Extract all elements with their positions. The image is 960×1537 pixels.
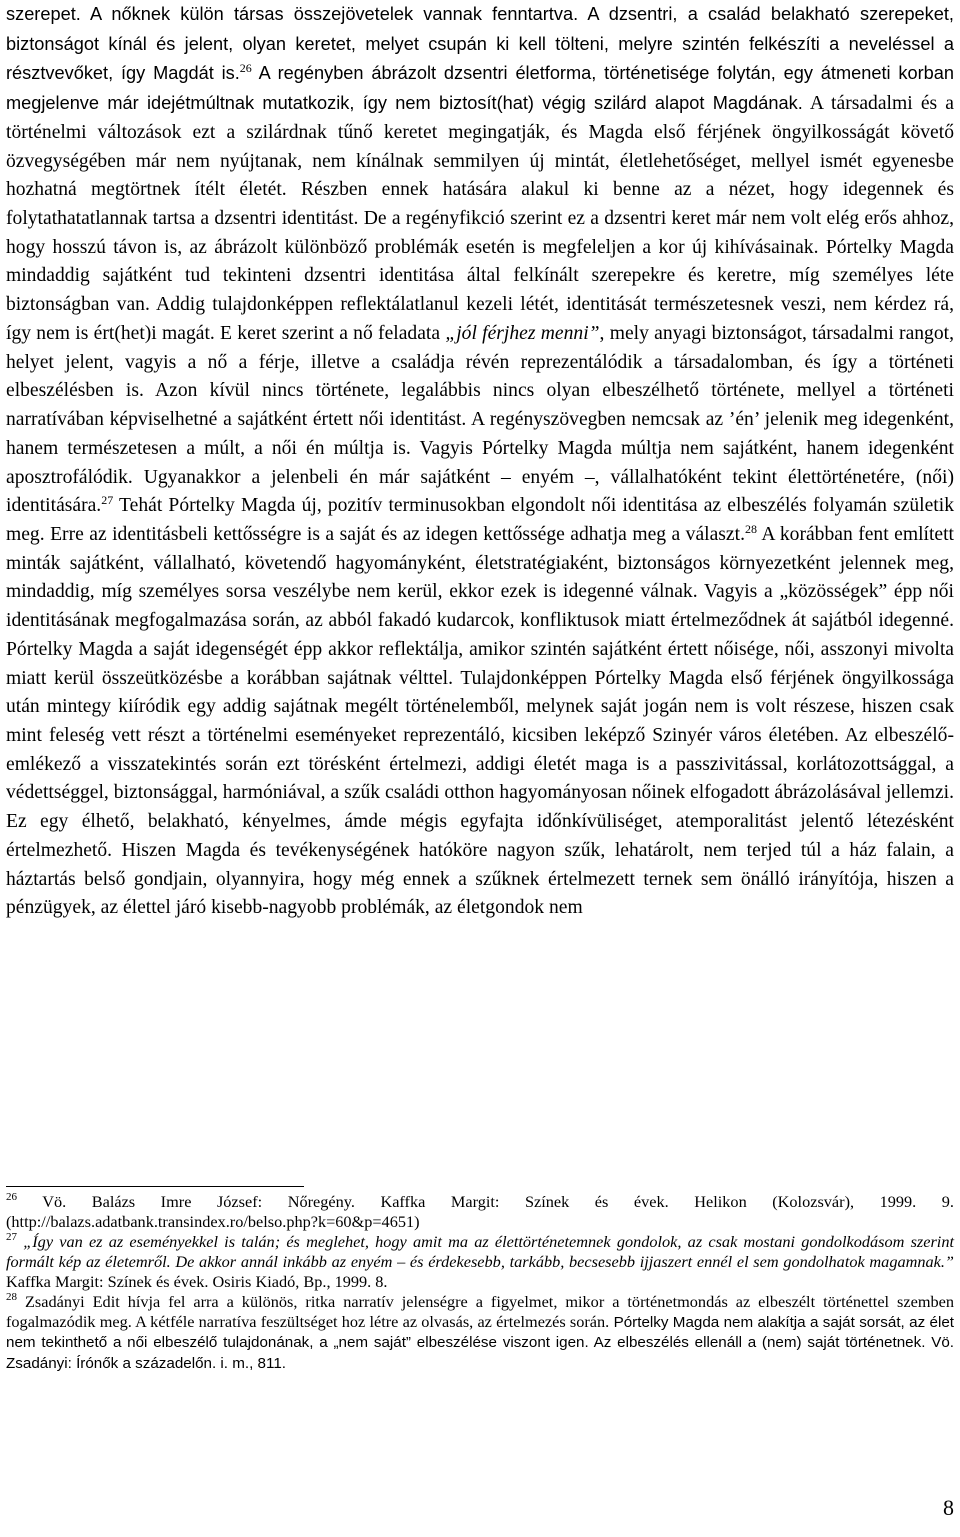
page-number: 8 <box>943 1495 954 1520</box>
footnote-26 <box>6 1192 954 1232</box>
text-segment: A regényben ábrázolt dzsentri életforma, történetisége folytán, egy átmeneti korban megjelenve már idejétmúltnak mutatkozik, így nem biztosít(hat) végig szilárd alapot Magdának. <box>6 63 954 114</box>
footnote-text: Kaffka Margit: Színek és évek. Osiris Kiadó, Bp., 1999. 8. <box>6 1271 388 1291</box>
footnote-reference: 28 <box>744 521 757 536</box>
footnote-number: 27 <box>6 1230 17 1243</box>
footnotes-section <box>6 1192 954 1374</box>
footnote-text: Vö. Balázs Imre József: Nőregény. Kaffka Margit: Színek és évek. Helikon (Kolozsvár), 1999. 9. (http://balazs.adatbank.transindex.ro/belso.php?k=60&p=4651) <box>6 1192 954 1231</box>
footnote-28 <box>6 1292 954 1374</box>
footnote-text: „Így van ez az eseményekkel is talán; és meglehet, hogy amit ma az élettörténetemnek gondolok, az csak mostani gondolkodásom szerint formált kép az életemről. De akkor annál inkább az enyém – és érdekesebb, tarkább, becsesebb ijjaszert ennél el sem gondolhatok magamnak.” <box>6 1231 954 1271</box>
footnote-text: Zsadányi Edit hívja fel arra a különös, ritka narratív jelenségre a figyelmet, mikor a történetmondás az elbeszélt történettel szemben fogalmazódik meg. A kétféle narratíva feszültséget hoz létre az olvasás, az értelmezés során. <box>6 1291 954 1331</box>
text-segment: Tehát Pórtelky Magda új, pozitív terminusokban elgondolt női identitása az elbeszélés folyamán születik meg. Erre az identitásbeli kettősségre is a saját és az idegen kettőssége adhatja meg a választ. <box>6 495 954 545</box>
text-segment: A korábban fent említett minták sajátként, vállalható, követendő hagyományként, életstratégiaként, biztonságos környezetként jelennek meg, mindaddig, míg személyes sorsa veszélybe nem kerül, ekkor ezek is idegenné válnak. Vagyis a „közösségek” épp női identitásának megfogalmazása során, az abból fakadó kudarcok, konfliktusok miatt értelmeződnek át sajátból idegenné. Pórtelky Magda a saját idegenségét épp akkor reflektálja, amikor szintén sajátként értett nőisége, női, asszonyi mivolta miatt kerül összeütközésbe a korábban sajátnak vélttel. Tulajdonképpen Pórtelky Magda első férjének öngyilkossága után mintegy kiíródik egy addig sajátnak megélt történelemből, melynek saját jogán nem is volt részese, hiszen csak mint feleség vett részt a történelmi eseményeket reprezentáló, kicsiben leképző Szinyér város életében. Az elbeszélő-emlékező a visszatekintés során ezt törésként értelmezi, addigi életét maga is a passzivitással, korlátozottsággal, a védettséggel, biztonsággal, harmóniával, a szűk családi otthon hagyományosan nőinek elfogadott ábrázolásával jellemzi. Ez egy élhető, belakható, kényelmes, ámde mégis egyfajta időnkívüliséget, atemporalitást jelentő létezésként értelmezhető. Hiszen Magda és tevékenységének hatóköre nagyon szűk, lehatárolt, nem terjed túl a ház falain, a háztartás belső gondjain, olyannyira, hogy még ennek a szűknek értelmezett ternek sem önálló irányítója, hiszen a pénzügyek, az élettel járó kisebb-nagyobb problémák, az életgondok nem <box>6 523 954 919</box>
footnote-27 <box>6 1232 954 1291</box>
body-paragraph <box>6 0 954 923</box>
text-segment: szerepet. A nőknek külön társas összejövetelek vannak fenntartva. A dzsentri, a család belakható szerepeket, biztonságot kínál és jelent, olyan keretet, melyet csupán ki kell tölteni, melyre szintén felkészíti a neveléssel a résztvevőket, így Magdát is. <box>6 4 954 84</box>
footnote-number: 26 <box>6 1191 17 1203</box>
footnote-reference: 26 <box>239 61 252 76</box>
footnote-number: 28 <box>6 1290 17 1303</box>
text-segment: „jól férjhez menni” <box>445 322 600 344</box>
text-segment: A társadalmi és a történelmi változások ezt a szilárdnak tűnő keretet megingatják, és Magda első férjének öngyilkosságát követő özvegységében már nem nyújtanak, nem kínálnak semmilyen új mintát, életlehetőséget, mellyel ismét egyenesbe hozhatná megtörtnek ítélt életét. Részben ennek hatására alakul ki benne az a nézet, hogy idegennek és folytathatatlannak tartsa a dzsentri identitást. De a regényfikció szerint ez a dzsentri keret már nem volt elég erős ahhoz, hogy hosszú távon is, az ábrázolt különböző problémák esetén is megfeleljen a kor új kihívásainak. Pórtelky Magda mindaddig sajátként tud tekinteni dzsentri identitása által felkínált szerepekre és keretre, míg személyes léte biztonságban van. Addig tulajdonképpen reflektálatlanul kezeli létét, identitását természetesnek veszi, nem kérdez rá, így nem is ért(het)i magát. E keret szerint a nő feladata <box>6 93 954 344</box>
text-segment: , mely anyagi biztonságot, társadalmi rangot, helyet jelent, vagyis a nő a férje, illetve a családja révén reprezentálódik a társadalomban, és így a történeti elbeszélésben is. Azon kívül nincs története, legalábbis nincs olyan elbeszélhető története, mellyel a történeti narratívában képviselhetné a sajátként értett női identitást. A regényszövegben nemcsak az ’én’ jelenik meg idegenként, hanem természetesen a múlt, a női én múltja is. Vagyis Pórtelky Magda múltja nem sajátként, hanem idegenként aposztrofálódik. Ugyanakkor a jelenbeli én már sajátként – enyém –, vállalhatóként tekint élettörténetére, (női) identitására. <box>6 322 954 517</box>
footnote-text: Pórtelky Magda nem alakítja a saját sorsát, az élet nem tekinthető a női elbeszélő tulajdonának, a „nem saját” elbeszélése viszont igen. Az elbeszélés ellenáll a (nem) saját történetnek. Vö. Zsadányi: Írónők a századelőn. i. m., 811. <box>6 1313 954 1373</box>
footnote-reference: 27 <box>101 493 114 508</box>
page <box>6 0 954 923</box>
footnote-separator <box>6 1186 304 1187</box>
